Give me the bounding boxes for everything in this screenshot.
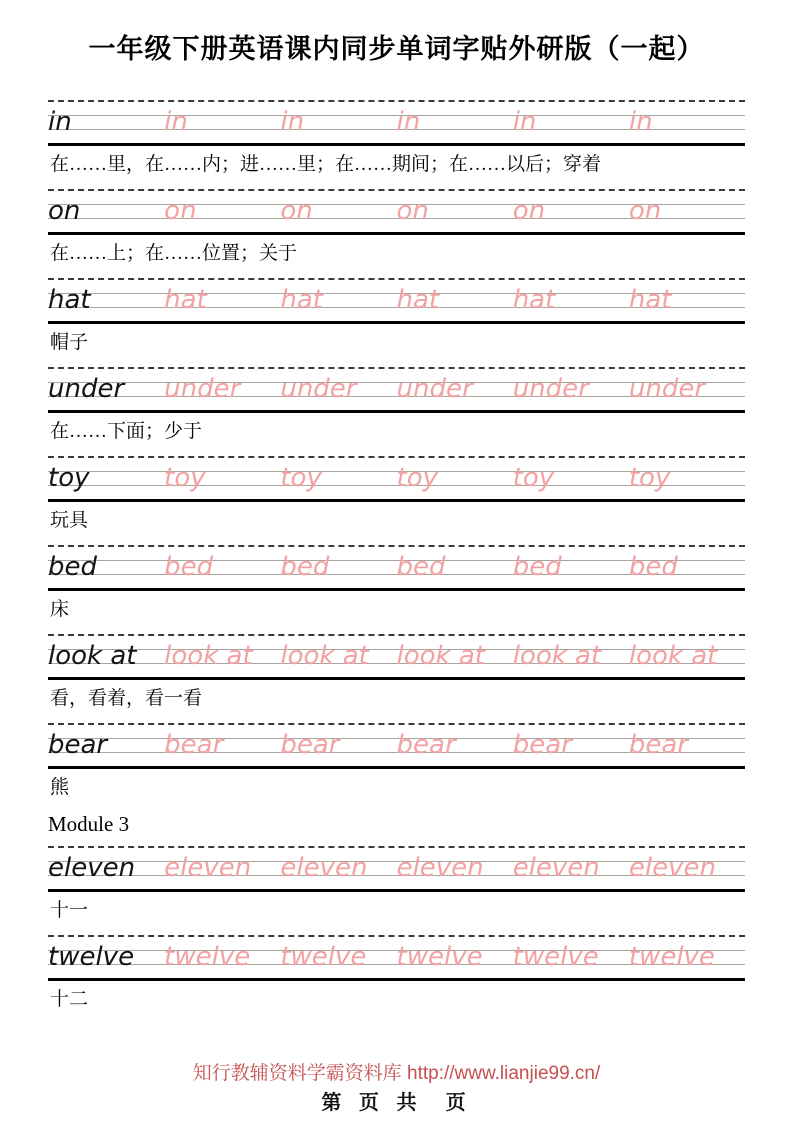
page-title: 一年级下册英语课内同步单词字贴外研版（一起） (88, 34, 705, 64)
word-meaning: 十一 (50, 900, 89, 921)
word-sample: toy (48, 463, 90, 493)
word-trace-copy: on (396, 196, 429, 226)
word-trace-copy: bed (628, 552, 678, 582)
word-trace-copy: hat (628, 285, 672, 315)
word-trace-copy: look at (628, 641, 718, 671)
word-trace-copy: twelve (628, 942, 715, 972)
guide-cells (48, 547, 745, 588)
word-trace-copy: look at (512, 641, 602, 671)
guide-cells (48, 369, 745, 410)
word-trace-copy: toy (512, 463, 555, 493)
word-sample: eleven (48, 853, 136, 883)
word-trace-copy: toy (164, 463, 206, 493)
word-block (48, 456, 745, 531)
word-block (48, 935, 745, 1010)
word-trace-copy: bed (164, 552, 214, 582)
word-trace-copy: under (396, 374, 473, 404)
word-trace-copy: eleven (512, 853, 600, 883)
word-meaning: 在……里，在……内；进……里；在……期间；在……以后；穿着 (50, 154, 602, 175)
word-trace-copy: twelve (164, 942, 251, 972)
word-rows-container (48, 100, 745, 1010)
word-trace-copy: look at (396, 641, 486, 671)
guide-cells (48, 848, 745, 889)
word-trace-copy: eleven (280, 853, 368, 883)
word-trace-copy: hat (512, 285, 556, 315)
guide-cells (48, 458, 745, 499)
four-line-writing-guide (48, 723, 745, 769)
word-trace-copy: hat (396, 285, 440, 315)
word-trace-copy: eleven (396, 853, 484, 883)
module-label: Module 3 (48, 812, 130, 836)
word-block (48, 846, 745, 921)
guide-cells (48, 636, 745, 677)
word-sample: hat (48, 285, 91, 315)
guide-cells (48, 725, 745, 766)
word-trace-copy: twelve (280, 942, 367, 972)
word-sample: twelve (48, 942, 135, 972)
word-trace-copy: bear (396, 730, 456, 760)
word-sample: in (48, 107, 72, 137)
guide-cells (48, 191, 745, 232)
word-block (48, 634, 745, 709)
word-sample: bear (48, 730, 108, 760)
word-trace-copy: toy (396, 463, 439, 493)
word-meaning: 看，看着，看一看 (50, 688, 203, 709)
word-trace-copy: under (280, 374, 357, 404)
word-trace-copy: eleven (164, 853, 252, 883)
word-trace-copy: twelve (512, 942, 599, 972)
word-meaning: 玩具 (50, 510, 89, 531)
word-trace-copy: bed (396, 552, 446, 582)
word-meaning: 床 (50, 599, 70, 620)
word-meaning: 在……上；在……位置；关于 (50, 243, 298, 264)
watermark-link-text: 知行教辅资料学霸资料库 http://www.lianjie99.cn/ (192, 1063, 601, 1084)
word-sample: under (48, 374, 125, 404)
word-block (48, 545, 745, 620)
word-trace-copy: under (512, 374, 589, 404)
four-line-writing-guide (48, 846, 745, 892)
word-trace-copy: on (512, 196, 546, 226)
four-line-writing-guide (48, 189, 745, 235)
word-trace-copy: in (512, 107, 537, 137)
word-block (48, 278, 745, 353)
word-trace-copy: bed (280, 552, 330, 582)
word-trace-copy: twelve (396, 942, 483, 972)
four-line-writing-guide (48, 935, 745, 981)
page-footer (0, 1063, 793, 1122)
word-block (48, 367, 745, 442)
word-trace-copy: in (628, 107, 653, 137)
four-line-writing-guide (48, 456, 745, 502)
word-trace-copy: on (280, 196, 313, 226)
four-line-writing-guide (48, 634, 745, 680)
four-line-writing-guide (48, 545, 745, 591)
word-sample: look at (48, 641, 137, 671)
word-trace-copy: bear (628, 730, 688, 760)
word-trace-copy: hat (280, 285, 323, 315)
word-trace-copy: hat (164, 285, 207, 315)
page-number-line: 第 页 共 页 (321, 1092, 472, 1114)
word-trace-copy: bear (280, 730, 340, 760)
word-meaning: 熊 (50, 777, 70, 798)
word-trace-copy: in (396, 107, 421, 137)
guide-cells (48, 280, 745, 321)
word-trace-copy: under (628, 374, 706, 404)
word-meaning: 帽子 (50, 332, 89, 353)
word-trace-copy: look at (280, 641, 369, 671)
word-block (48, 189, 745, 264)
word-trace-copy: in (164, 107, 188, 137)
word-trace-copy: bed (512, 552, 562, 582)
word-trace-copy: on (164, 196, 197, 226)
word-trace-copy: look at (164, 641, 253, 671)
word-trace-copy: bear (164, 730, 224, 760)
word-trace-copy: under (164, 374, 241, 404)
word-block (48, 723, 745, 798)
word-trace-copy: bear (512, 730, 572, 760)
word-sample: on (48, 196, 81, 226)
word-trace-copy: eleven (628, 853, 716, 883)
word-meaning: 十二 (50, 989, 89, 1010)
word-trace-copy: toy (628, 463, 671, 493)
guide-cells (48, 937, 745, 978)
word-sample: bed (48, 552, 98, 582)
four-line-writing-guide (48, 367, 745, 413)
word-trace-copy: in (280, 107, 305, 137)
four-line-writing-guide (48, 100, 745, 146)
word-trace-copy: on (628, 196, 662, 226)
guide-cells (48, 102, 745, 143)
word-trace-copy: toy (280, 463, 322, 493)
four-line-writing-guide (48, 278, 745, 324)
word-block (48, 100, 745, 175)
word-meaning: 在……下面；少于 (50, 421, 203, 442)
